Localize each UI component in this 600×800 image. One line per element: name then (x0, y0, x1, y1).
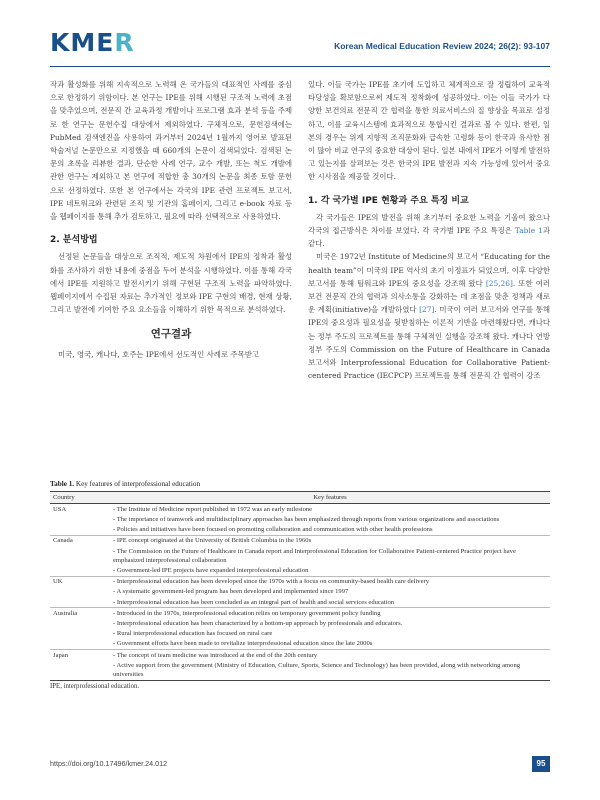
table-body (50, 504, 550, 680)
feature-cell: - Introduced in the 1970s, interprofessional education relies on temporary government policy funding (113, 609, 381, 617)
country-cell: Canada (53, 537, 73, 545)
section-heading-comparison: 1. 각 국가별 IPE 현황과 주요 특징 비교 (308, 195, 469, 206)
text-run: . 또한 여러 보건 전문직 간의 협력과 의사소통을 강화하는 데 초점을 맞춘 정책과 새로운 계획(initiative)을 개발하였다 (308, 278, 550, 315)
table-row (50, 618, 550, 628)
table-row (50, 587, 550, 597)
reference-link[interactable]: [27] (419, 305, 435, 315)
section-heading-methods: 2. 분석방법 (50, 235, 98, 246)
left-column (50, 78, 292, 361)
feature-cell: - Government efforts have been made to revitalize interprofessional education since the late 2000s (110, 639, 550, 650)
table-row (50, 608, 550, 619)
table-row (50, 660, 550, 680)
right-column (308, 78, 550, 382)
feature-cell: - Government-led IPE projects have expanded interprofessional education (110, 565, 550, 576)
feature-cell: - IPE concept originated at the University of British Columbia in the 1960s (113, 537, 312, 545)
country-cell (50, 514, 110, 524)
page-header (50, 28, 550, 58)
logo-main: KME (50, 28, 115, 57)
feature-cell: - Interprofessional education has been concluded as an integral part of health and social services education (110, 597, 550, 608)
table-header-row (50, 492, 550, 504)
feature-cell: - Interprofessional education has been developed since the 1970s with a focus on community-based health care delivery (113, 578, 430, 586)
table-caption-label: Table 1. (50, 480, 75, 488)
country-cell (50, 660, 110, 680)
country-cell (50, 525, 110, 536)
text-run: 과 같다. (308, 226, 551, 249)
page-number: 95 (532, 756, 550, 772)
country-cell: USA (53, 505, 67, 513)
feature-cell: - Rural interprofessional education has focused on rural care (113, 630, 273, 638)
feature-cell: - A systematic government-led program has been developed and implemented since 1997 (113, 588, 349, 596)
reference-link[interactable]: [25,26] (485, 278, 513, 288)
table-caption-text: Key features of interprofessional education (75, 480, 201, 488)
country-cell: Japan (53, 651, 69, 659)
text-run: 각 국가들은 IPE의 발전을 위해 초기부터 중요한 노력을 기울여 왔으나 각국의 접근방식은 차이를 보였다. 각 국가별 IPE 주요 특징은 (308, 212, 550, 236)
journal-citation: Korean Medical Education Review 2024; 26(2): 93-107 (334, 41, 550, 51)
country-cell (50, 546, 110, 565)
header-rule (50, 66, 550, 67)
column-header-features: Key features (110, 492, 550, 504)
table-caption (50, 480, 550, 488)
table-footnote: IPE, interprofessional education. (50, 682, 140, 690)
table-row (50, 650, 550, 661)
paragraph (308, 211, 550, 251)
feature-cell: - Interprofessional education has been characterized by a bottom-up approach by professionals and educators. (113, 619, 403, 627)
table-row (50, 514, 550, 524)
doi-link[interactable]: https://doi.org/10.17496/kmer.24.012 (50, 759, 168, 768)
paragraph: 작과 활성화를 위해 지속적으로 노력해 온 국가들의 대표적인 사례를 중심으로 한정하기 위함이다. 본 연구는 IPE를 위해 시행된 구조적 노력에 초점을 맞추었으며, 전문직 간 교육과정 개발이나 프로그램 효과 분석 등을 주제로 한 연구는 문헌수집 대상에서 제외하였다. 구체적으로, 문헌검색에는 PubMed 검색엔진을 사용하여 과거부터 2024년 1월까지 영어로 발표된 학술저널 논문만으로 지정했을 때 660개의 논문이 검색되었다. 검색된 논문의 초록을 리뷰한 결과, 단순한 사례 연구, 교수 개발, 또는 척도 개발에 관한 연구는 제외하고 본 연구에 적합한 총 30개의 논문을 최종 토함 문헌으로 선정하였다. 또한 본 연구에서는 각국의 IPE 관련 프로젝트 보고서, IPE 네트워크와 관련된 조직 및 기관의 홈페이지, 그리고 e-book 자료 등을 웹페이지를 통해 추가 검토하고, 필요에 따라 선택적으로 사용하였다. (50, 80, 292, 222)
table-row (50, 639, 550, 650)
features-table (50, 491, 550, 681)
table-1-link[interactable]: Table 1 (514, 226, 543, 236)
country-cell (50, 639, 110, 650)
country-cell: Australia (53, 609, 78, 617)
feature-cell: - The importance of teamwork and multidisciplinary approaches has been emphasized through reports from various organizations and associations (113, 515, 500, 523)
feature-cell: - Policies and initiatives have been focused on promoting collaboration and communication with other health professions (110, 525, 550, 536)
table-row (50, 565, 550, 576)
paragraph (308, 250, 550, 382)
logo-accent: R (114, 28, 135, 57)
table-row (50, 546, 550, 565)
page-footer (50, 756, 550, 774)
section-heading-results: 연구결과 (150, 328, 192, 341)
table-row (50, 525, 550, 536)
table-row (50, 576, 550, 587)
feature-cell: - The concept of team medicine was introduced at the end of the 20th century (113, 651, 318, 659)
journal-logo (50, 28, 135, 57)
country-cell (50, 597, 110, 608)
feature-cell: - The Commission on the Future of Healthcare in Canada report and Interprofessional Education for Collaborative Patient-centered Practice project have emphasized interprofessional collaboration (113, 547, 516, 564)
text-run: . 미국이 여러 보고서와 연구를 통해 IPE의 중요성과 필요성을 뒷받침하는 이론적 기반을 마련해왔다면, 캐나다는 정부 주도의 프로젝트를 통해 구체적인 실행을 강조해 왔다. 캐나다 연방 정부 주도의 Commission on the Future of Healthcare in Canada 보고서와 Interprofessional Education for Collaborative Patient-centered Practice (IECPCP) 프로젝트를 통해 전문직 간 협력이 강조 (308, 305, 550, 381)
feature-cell: - The Institute of Medicine report published in 1972 was an early milestone (113, 505, 313, 513)
column-header-country: Country (50, 492, 110, 504)
country-cell (50, 618, 110, 628)
table-row (50, 535, 550, 546)
table-1 (50, 480, 550, 690)
table-row (50, 504, 550, 515)
paragraph: 있다. 이들 국가는 IPE를 초기에 도입하고 체계적으로 잘 정립하여 교육적 타당성을 확보함으로써 제도적 정착화에 성공하였다. 이는 이들 국가가 다양한 보건의료 전문직 간 협력을 통한 의료서비스의 질 향상을 목표로 설정하고, 이를 교육시스템에 효과적으로 통합시킨 결과로 볼 수 있다. 한편, 일본의 경우는 위계 지향적 조직문화와 급속한 고령화 등이 한국과 유사한 점이 많아 비교 연구의 중요한 대상이 된다. 일본 내에서 IPE가 어떻게 발전하고 있는지를 살펴보는 것은 한국의 IPE 발전과 지속 가능성에 있어서 중요한 시사점을 제공할 것이다. (308, 80, 550, 182)
feature-cell: - Active support from the government (Ministry of Education, Culture, Sports, Science and Technology) has been provided, along with networking among universities (110, 660, 550, 680)
country-cell (50, 587, 110, 597)
table-row (50, 597, 550, 608)
paragraph: 선정된 논문들을 대상으로 조직적, 제도적 차원에서 IPE의 정착과 활성화를 조사하기 위한 내용에 중점을 두어 분석을 시행하였다. 이를 통해 각국에서 IPE를 지원하고 발전시키기 위해 구현된 구조적 노력을 파악하였다. 웹페이지에서 수집된 자료는 추가적인 정보와 IPE 구현의 배경, 현재 상황, 그리고 발전에 기여한 주요 요소들을 이해하기 위한 목적으로 분석하였다. (50, 252, 292, 315)
text-run: 미국은 1972년 Institute of Medicine의 보고서 “Educating for the health team”이 미국의 IPE 역사의 초기 이정표가 되었으며, 이후 다양한 보고서를 통해 팀워크와 IPE의 중요성을 강조해 왔다 (308, 252, 550, 288)
paragraph: 미국, 영국, 캐나다, 호주는 IPE에서 선도적인 사례로 주목받고 (58, 349, 259, 359)
country-cell: UK (53, 578, 63, 586)
country-cell (50, 565, 110, 576)
country-cell (50, 629, 110, 639)
table-row (50, 629, 550, 639)
